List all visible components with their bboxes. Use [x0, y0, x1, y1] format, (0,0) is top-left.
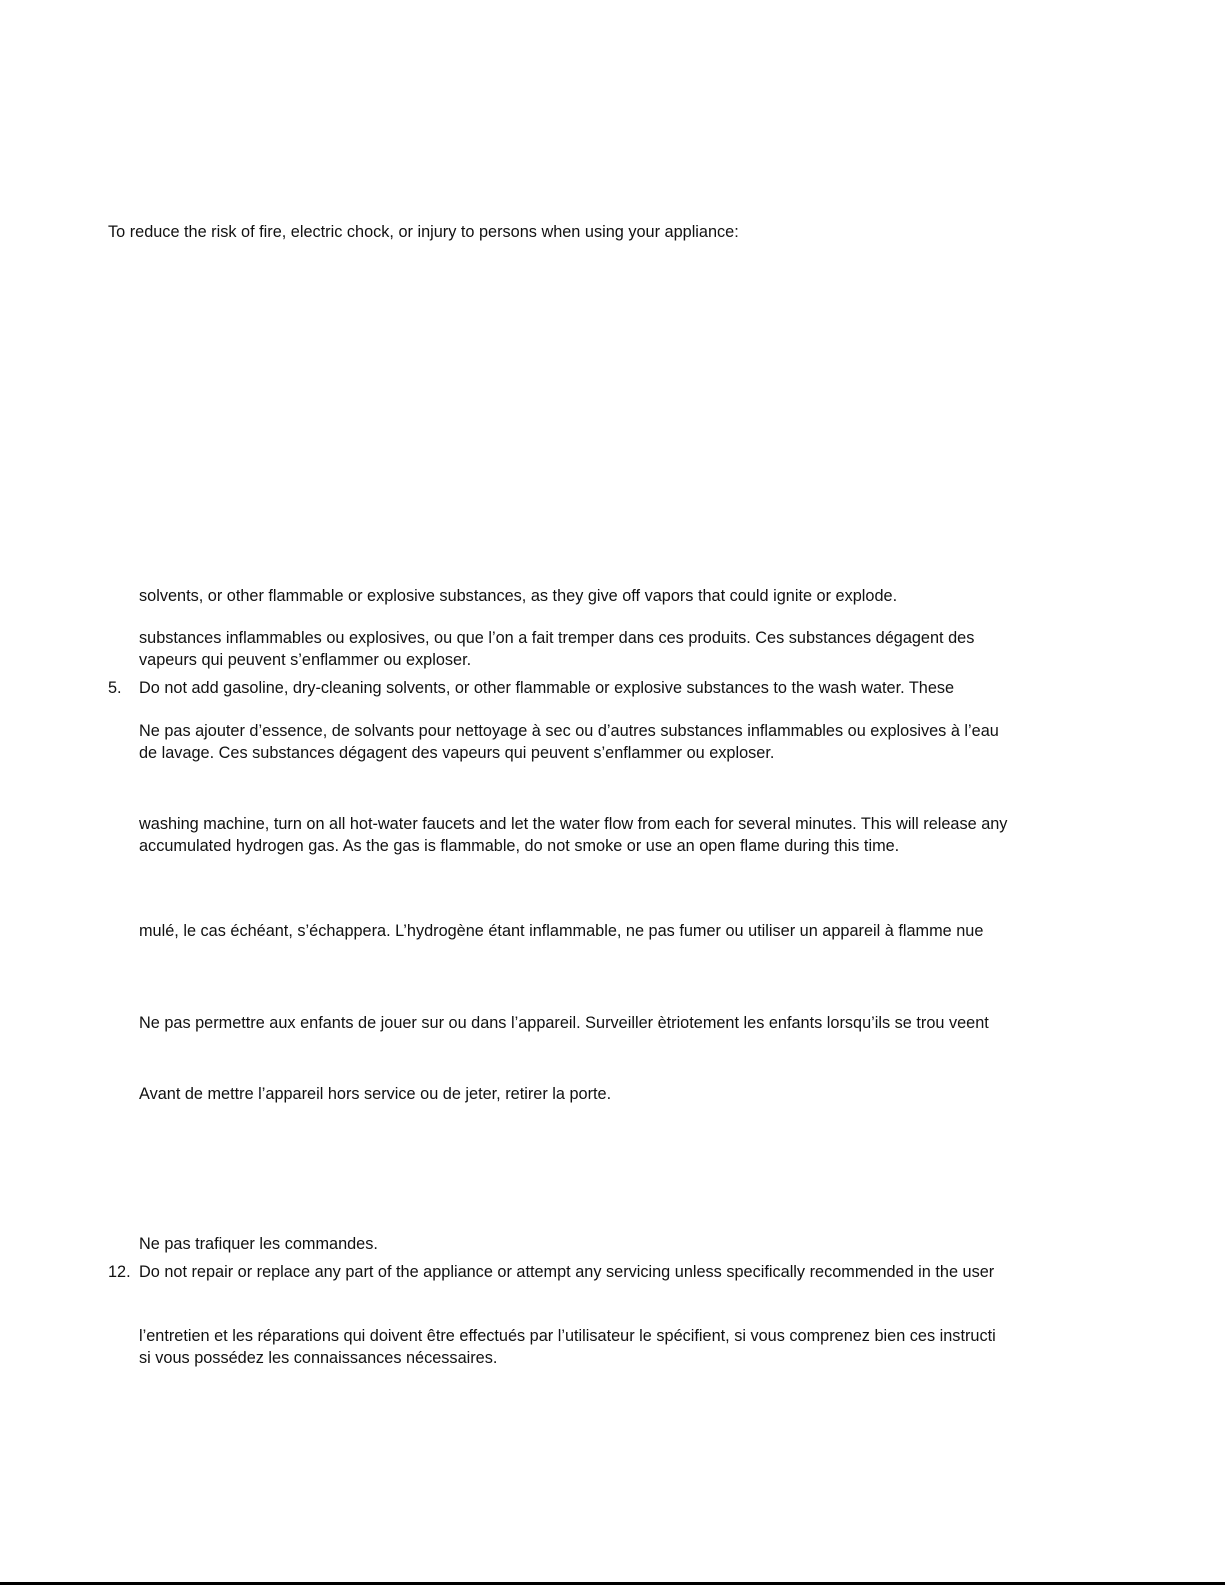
text-line: accumulated hydrogen gas. As the gas is flammable, do not smoke or use an open flame during this time. — [139, 837, 900, 855]
text-line: Ne pas permettre aux enfants de jouer sur ou dans l’appareil. Surveiller ètriotement les enfants lorsqu’ils se trou veent — [139, 1014, 989, 1032]
text-line: Do not add gasoline, dry-cleaning solvents, or other flammable or explosive substances to the wash water. These — [139, 679, 955, 697]
intro-text: To reduce the risk of fire, electric chock, or injury to persons when using your appliance: — [108, 223, 739, 241]
text-line: substances inflammables ou explosives, ou que l’on a fait tremper dans ces produits. Ces substances dégagent des — [139, 629, 975, 647]
item-number: 12. — [108, 1263, 131, 1281]
text-line: washing machine, turn on all hot-water faucets and let the water flow from each for several minutes. This will release any — [139, 815, 1008, 833]
text-line: l’entretien et les réparations qui doivent être effectués par l’utilisateur le spécifient, si vous comprenez bien ces instructi — [139, 1327, 996, 1345]
text-line: Avant de mettre l’appareil hors service ou de jeter, retirer la porte. — [139, 1085, 612, 1103]
text-line: Ne pas trafiquer les commandes. — [139, 1235, 378, 1253]
text-line: de lavage. Ces substances dégagent des vapeurs qui peuvent s’enflammer ou exploser. — [139, 744, 775, 762]
text-line: mulé, le cas échéant, s’échappera. L’hydrogène étant inflammable, ne pas fumer ou utiliser un appareil à flamme nue — [139, 922, 984, 940]
text-line: vapeurs qui peuvent s’enflammer ou exploser. — [139, 651, 472, 669]
text-line: si vous possédez les connaissances nécessaires. — [139, 1349, 498, 1367]
text-line: Do not repair or replace any part of the appliance or attempt any servicing unless specifically recommended in the user — [139, 1263, 995, 1281]
text-line: solvents, or other flammable or explosive substances, as they give off vapors that could ignite or explode. — [139, 587, 898, 605]
text-line: Ne pas ajouter d’essence, de solvants pour nettoyage à sec ou d’autres substances inflammables ou explosives à l’eau — [139, 722, 999, 740]
item-number: 5. — [108, 679, 122, 697]
